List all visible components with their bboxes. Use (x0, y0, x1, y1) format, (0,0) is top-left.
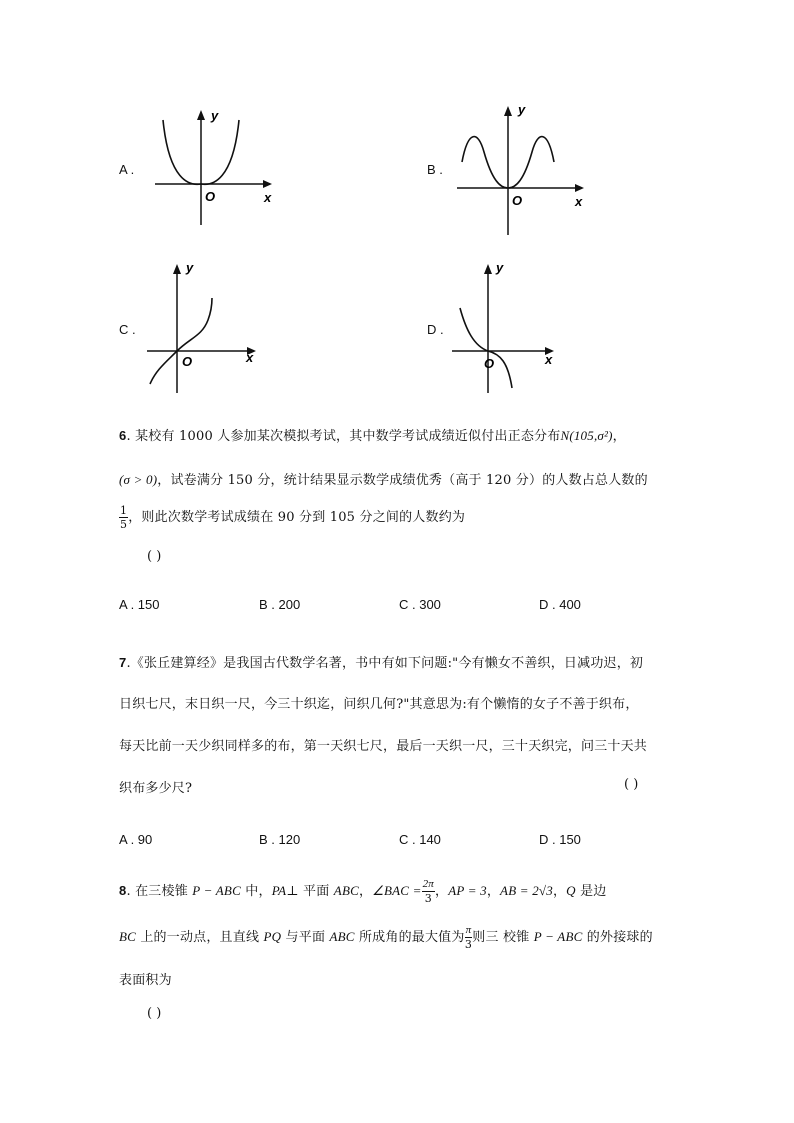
q8-angle-fraction (422, 878, 435, 905)
q8-point-q: Q (566, 883, 576, 898)
q8-plane-abc-2: ABC (329, 929, 355, 944)
option-c-label: C . (119, 322, 136, 337)
q8-text-1i: ， (435, 884, 449, 899)
q8-text-2f: 所成角的最大值为 (354, 930, 465, 945)
q6-line-2 (119, 469, 648, 488)
q8-text-1a: . 在三棱锥 (126, 884, 193, 899)
q8-pa: PA (271, 883, 287, 898)
q6-distribution: N(105,σ²) (560, 428, 613, 443)
q8-plane-abc: ABC (333, 883, 359, 898)
q8-ab: AB = 2√3 (500, 883, 553, 898)
graph-b (452, 100, 592, 240)
q8-text-2i: 的外接球的 (582, 930, 653, 945)
q8-angle-den: 3 (424, 892, 432, 905)
q6-text-1c: ， (612, 429, 626, 444)
q7-line-2: 日织七尺，末日织一尺，今三十织迄，问织几何?"其意思为:有个懒惰的女子不善于织布， (119, 697, 639, 712)
q8-line-2 (119, 924, 653, 951)
x-axis-label: x (264, 190, 272, 205)
q8-text-1c: 中， (240, 884, 272, 899)
q6-frac-den: 5 (120, 518, 128, 531)
q6-fraction (119, 504, 128, 531)
q7-choice-a: A . 90 (119, 832, 153, 847)
y-axis-label: y (186, 260, 194, 275)
q7-choice-b: B . 120 (259, 832, 301, 847)
q6-text-3: ，则此次数学考试成绩在 90 分到 105 分之间的人数约为 (128, 510, 466, 525)
graph-a (145, 100, 280, 230)
q7-choice-c: C . 140 (399, 832, 441, 847)
y-axis-label: y (211, 108, 219, 123)
graph-c (142, 258, 272, 398)
q8-text-1o: 是边 (575, 884, 607, 899)
q6-text-2b: ，试卷满分 150 分，统计结果显示数学成绩优秀（高于 120 分）的人数占总人数的 (157, 473, 648, 488)
q7-number: 7 (119, 655, 127, 670)
q8-tetrahedron: P − ABC (192, 883, 241, 898)
q6-number: 6 (119, 428, 127, 443)
q6-choice-d: D . 400 (539, 597, 581, 612)
q8-text-2b: 上的一动点，且直线 (136, 930, 264, 945)
origin-label: O (205, 189, 216, 204)
q8-text-2d: 与平面 (281, 930, 330, 945)
q8-answer-paren: ( ) (147, 1006, 162, 1021)
q8-angle-bac: ∠BAC = (372, 883, 422, 898)
q7-answer-paren: ( ) (624, 777, 639, 792)
q8-line-3: 表面积为 (119, 973, 172, 988)
q6-choice-c: C . 300 (399, 597, 441, 612)
q8-text-1g: ， (358, 884, 373, 899)
q6-choice-a: A . 150 (119, 597, 160, 612)
q6-answer-paren: ( ) (147, 549, 162, 564)
q7-line-1 (119, 652, 643, 671)
origin-label: O (182, 354, 193, 369)
q8-number: 8 (119, 883, 127, 898)
q6-line-3 (119, 504, 465, 531)
option-b-label: B . (427, 162, 443, 177)
q8-text-1k: ， (486, 884, 501, 899)
origin-label: O (484, 356, 495, 371)
q8-angle-num: 2π (422, 878, 435, 890)
q8-line-1 (119, 878, 606, 905)
q6-choice-b: B . 200 (259, 597, 301, 612)
q8-max-den: 3 (464, 938, 473, 951)
q8-text-1e: ⊥ 平面 (286, 884, 334, 899)
q7-text-1: .《张丘建算经》是我国古代数学名著，书中有如下问题:"今有懒女不善织，日减功迟，初 (126, 656, 644, 671)
q6-sigma-condition: (σ > 0) (119, 472, 158, 487)
origin-label: O (512, 193, 523, 208)
x-axis-label: x (545, 352, 553, 367)
q6-line-1 (119, 425, 626, 444)
q7-line-3: 每天比前一天少织同样多的布，第一天织七尺，最后一天织一尺，三十天织完，问三十天共 (119, 739, 648, 754)
q8-bc: BC (119, 929, 137, 944)
q8-text-1m: ， (552, 884, 567, 899)
option-d-label: D . (427, 322, 444, 337)
q8-tetrahedron-2: P − ABC (533, 929, 583, 944)
q6-frac-num: 1 (120, 504, 128, 517)
y-axis-label: y (518, 102, 526, 117)
graph-d (450, 258, 570, 398)
option-a-label: A . (119, 162, 135, 177)
q8-max-num: π (465, 924, 472, 936)
q8-ap: AP = 3 (448, 883, 487, 898)
x-axis-label: x (575, 194, 583, 209)
x-axis-label: x (246, 350, 254, 365)
q7-line-4: 织布多少尺? (119, 781, 193, 796)
y-axis-label: y (496, 260, 504, 275)
q8-pq: PQ (263, 929, 282, 944)
q7-choice-d: D . 150 (539, 832, 581, 847)
q8-text-2g: 则三 校锥 (472, 930, 534, 945)
q6-text-1a: . 某校有 1000 人参加某次模拟考试，其中数学考试成绩近似付出正态分布 (126, 429, 561, 444)
